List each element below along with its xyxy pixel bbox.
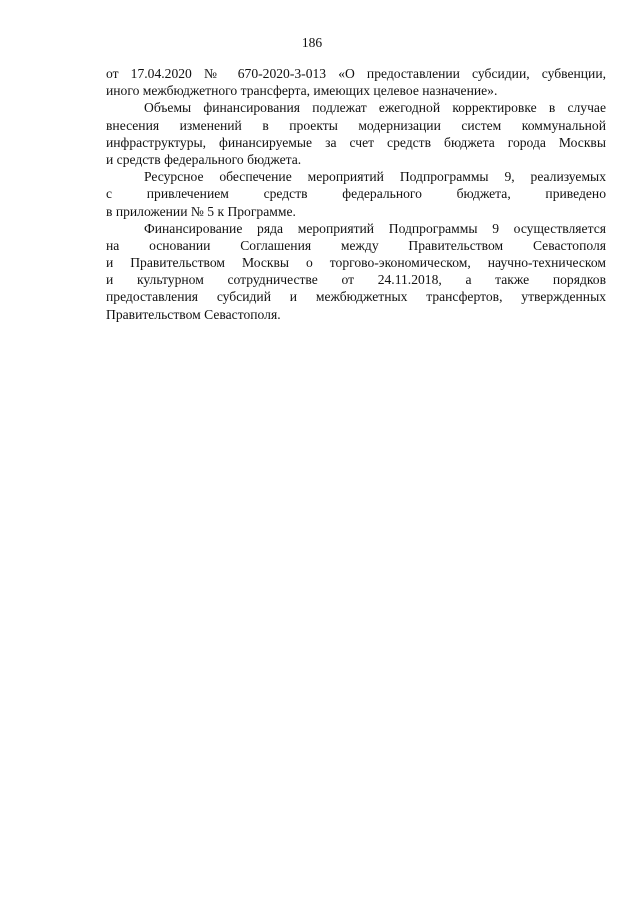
text-line: Объемы финансирования подлежат ежегодной корректировке в случае [144,100,606,116]
text-line: Ресурсное обеспечение мероприятий Подпрограммы 9, реализуемых [144,169,606,185]
paragraph [106,99,606,168]
paragraph [106,220,606,323]
text-line: от 17.04.2020 № 670-2020-3-013 «О предоставлении субсидии, субвенции, [106,66,606,81]
text-line: внесения изменений в проекты модернизации систем коммунальной [106,117,606,133]
text-line: иного межбюджетного трансферта, имеющих целевое назначение». [106,83,498,99]
text-line: в приложении № 5 к Программе. [106,203,296,219]
text-line: на основании Соглашения между Правительством Севастополя [106,237,606,253]
text-line: и средств федерального бюджета. [106,151,302,167]
text-line: предоставления субсидий и межбюджетных трансфертов, утвержденных [106,289,606,305]
text-line: и культурном сотрудничестве от 24.11.2018, а также порядков [106,272,606,288]
body-text [106,65,606,323]
text-line: и Правительством Москвы о торгово-экономическом, научно-техническом [106,255,606,271]
text-line: Правительством Севастополя. [106,306,281,322]
text-line: Финансирование ряда мероприятий Подпрограммы 9 осуществляется [144,220,606,236]
text-line: с привлечением средств федерального бюджета, приведено [106,186,606,202]
paragraph [106,168,606,220]
text-line: инфраструктуры, финансируемые за счет средств бюджета города Москвы [106,134,606,150]
page-number: 186 [301,35,323,50]
paragraph [106,65,606,99]
